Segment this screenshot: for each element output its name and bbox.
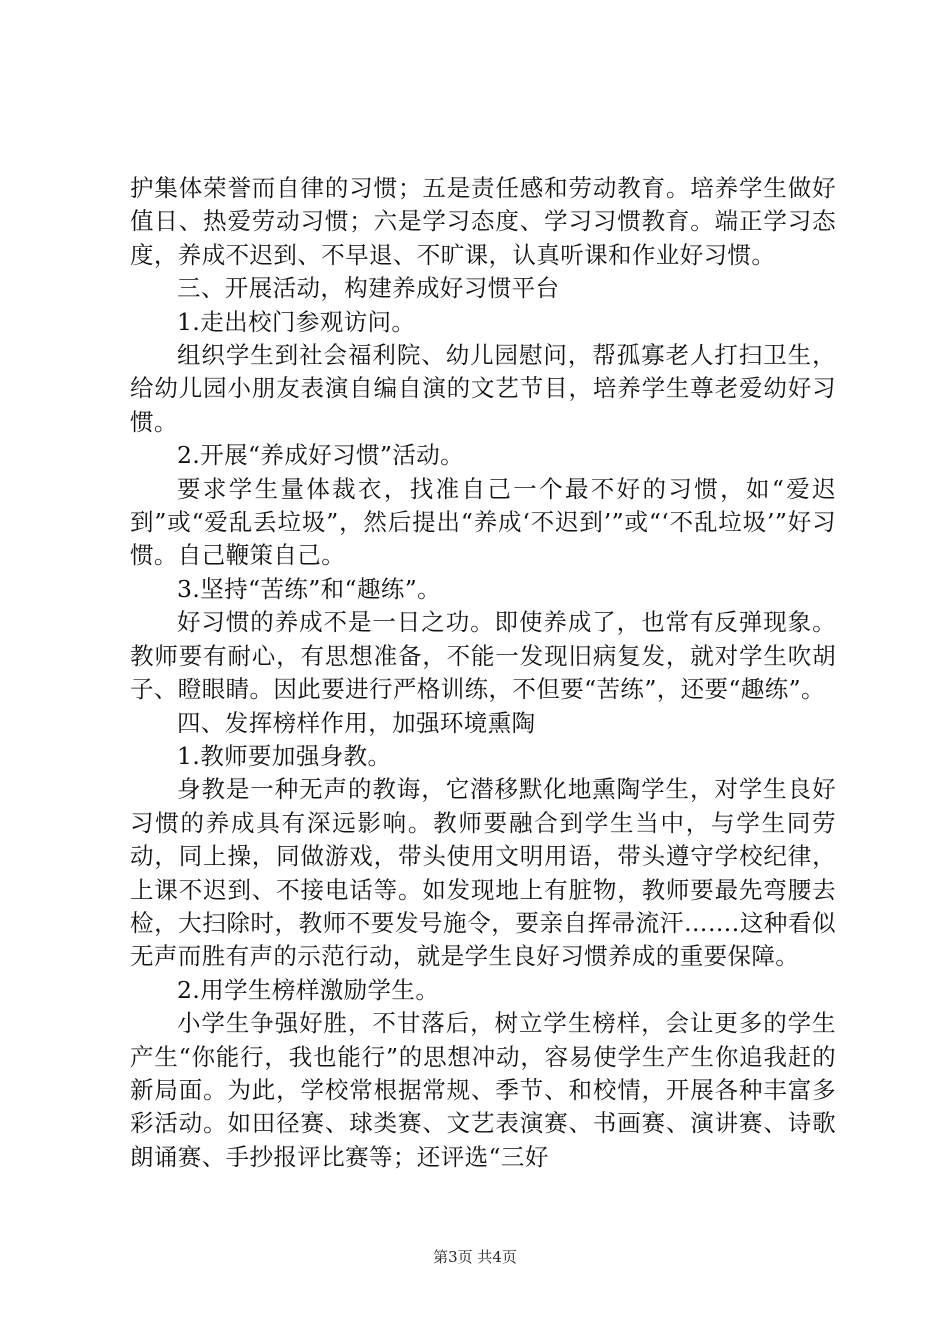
- section-heading: 三、开展活动，构建养成好习惯平台: [177, 274, 560, 303]
- subsection-heading: 3.坚持“苦练”和“趣练”。: [177, 574, 442, 603]
- document-body: [130, 172, 836, 1174]
- paragraph: 身教是一种无声的教诲，它潜移默化地熏陶学生，对学生良好习惯的养成具有深远影响。教师要融合到学生当中，与学生同劳动，同上操，同做游戏，带头使用文明用语，带头遵守学校纪律，上课不迟到、不接电话等。如发现地上有脏物，教师要最先弯腰去检，大扫除时，教师不要发号施令，要亲自挥帚流汗…….这种看似无声而胜有声的示范行动，就是学生良好习惯养成的重要保障。: [130, 775, 836, 971]
- section-heading: 四、发挥榜样作用，加强环境熏陶: [177, 708, 536, 737]
- paragraph: 要求学生量体裁衣，找准自己一个最不好的习惯，如“爱迟到”或“爱乱丢垃圾”，然后提出“养成‘不迟到’”或“‘不乱垃圾’”好习惯。自己鞭策自己。: [130, 474, 836, 570]
- page-number-footer: 第3页 共4页: [433, 1248, 517, 1266]
- subsection-heading: 1.教师要加强身教。: [177, 741, 392, 770]
- paragraph: 小学生争强好胜，不甘落后，树立学生榜样，会让更多的学生产生“你能行，我也能行”的思想冲动，容易使学生产生你追我赶的新局面。为此，学校常根据常规、季节、和校情，开展各种丰富多彩活动。如田径赛、球类赛、文艺表演赛、书画赛、演讲赛、诗歌朗诵赛、手抄报评比赛等；还评选“三好: [130, 1009, 836, 1171]
- paragraph: 组织学生到社会福利院、幼儿园慰问，帮孤寡老人打扫卫生，给幼儿园小朋友表演自编自演的文艺节目，培养学生尊老爱幼好习惯。: [130, 341, 836, 436]
- subsection-heading: 1.走出校门参观访问。: [177, 307, 416, 336]
- subsection-heading: 2.用学生榜样激励学生。: [177, 975, 440, 1004]
- paragraph: 护集体荣誉而自律的习惯；五是责任感和劳动教育。培养学生做好值日、热爱劳动习惯；六是学习态度、学习习惯教育。端正学习态度，养成不迟到、不早退、不旷课，认真听课和作业好习惯。: [130, 174, 836, 269]
- paragraph: 好习惯的养成不是一日之功。即使养成了，也常有反弹现象。教师要有耐心，有思想准备，不能一发现旧病复发，就对学生吹胡子、瞪眼睛。因此要进行严格训练，不但要“苦练”，还要“趣练”。: [130, 608, 836, 704]
- subsection-heading: 2.开展“养成好习惯”活动。: [177, 441, 465, 470]
